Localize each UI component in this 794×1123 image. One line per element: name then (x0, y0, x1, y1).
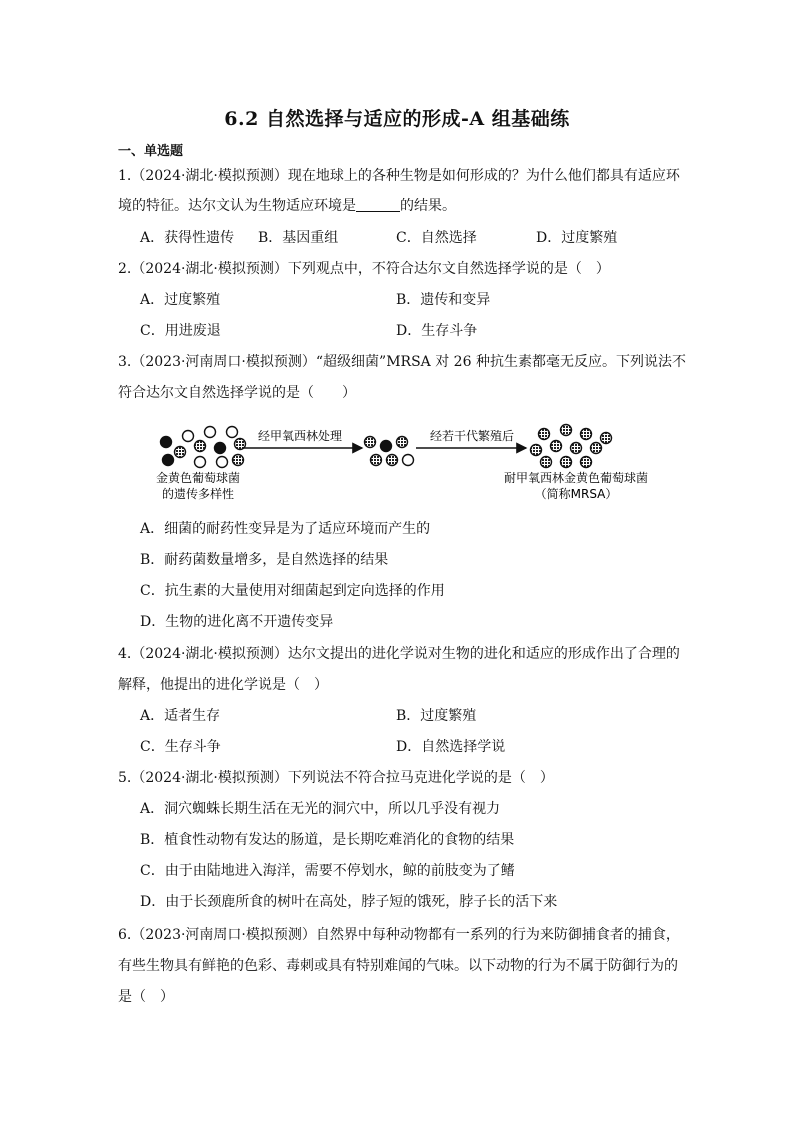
bacteria-resistant-cluster (531, 425, 612, 468)
q5-option-d[interactable]: D．由于长颈鹿所食的树叶在高处，脖子短的饿死，脖子长的活下来 (140, 894, 558, 910)
q4-option-a[interactable]: A．适者生存 (140, 708, 221, 724)
left-caption-line2: 的遗传多样性 (161, 487, 235, 501)
right-caption-line2: （简称MRSA） (534, 487, 618, 501)
bacteria-surviving-cluster (365, 437, 414, 466)
mrsa-selection-diagram (140, 420, 660, 510)
q1-option-a[interactable]: A．获得性遗传 (140, 230, 235, 246)
q5-option-b[interactable]: B．植食性动物有发达的肠道，是长期吃难消化的食物的结果 (140, 832, 515, 848)
left-caption-line1: 金黄色葡萄球菌 (155, 471, 241, 485)
q6-stem-line3: 是（ ） (118, 989, 174, 1005)
q1-stem-line1: 1.（2024·湖北·模拟预测）现在地球上的各种生物是如何形成的？为什么他们都具有适应环 (118, 168, 680, 184)
answer-blank (356, 197, 400, 212)
q3-option-d[interactable]: D．生物的进化离不开遗传变异 (140, 614, 334, 630)
q3-stem-line2: 符合达尔文自然选择学说的是（ ） (118, 385, 356, 401)
q2-option-b[interactable]: B．遗传和变异 (396, 292, 491, 308)
q3-option-c[interactable]: C．抗生素的大量使用对细菌起到定向选择的作用 (140, 583, 445, 599)
q2-option-a[interactable]: A．过度繁殖 (140, 292, 221, 308)
q1-stem-text-b: 的结果。 (400, 198, 456, 214)
bacteria-mixed-cluster (161, 427, 246, 468)
q4-option-d[interactable]: D．自然选择学说 (396, 739, 506, 755)
q4-option-b[interactable]: B．过度繁殖 (396, 708, 477, 724)
q3-stem-line1: 3.（2023·河南周口·模拟预测）“超级细菌”MRSA 对 26 种抗生素都毫无反应。下列说法不 (118, 354, 686, 370)
q2-stem: 2.（2024·湖北·模拟预测）下列观点中，不符合达尔文自然选择学说的是（ ） (118, 261, 610, 277)
q4-stem-line1: 4.（2024·湖北·模拟预测）达尔文提出的进化学说对生物的进化和适应的形成作出了合理的 (118, 646, 680, 662)
arrow1-label: 经甲氧西林处理 (257, 429, 343, 443)
q1-option-c[interactable]: C．自然选择 (396, 230, 477, 246)
page-title: 6.2 自然选择与适应的形成-A 组基础练 (224, 108, 570, 130)
q5-option-c[interactable]: C．由于由陆地进入海洋，需要不停划水，鲸的前肢变为了鳍 (140, 863, 515, 879)
q4-stem-line2: 解释，他提出的进化学说是（ ） (118, 677, 328, 693)
arrow2-label: 经若干代繁殖后 (429, 429, 515, 443)
q1-option-d[interactable]: D．过度繁殖 (536, 230, 618, 246)
q5-stem: 5.（2024·湖北·模拟预测）下列说法不符合拉马克进化学说的是（ ） (118, 770, 554, 786)
q3-option-a[interactable]: A．细菌的耐药性变异是为了适应环境而产生的 (140, 521, 431, 537)
q1-option-b[interactable]: B．基因重组 (258, 230, 339, 246)
q1-stem-text-a: 境的特征。达尔文认为生物适应环境是 (118, 198, 356, 214)
q6-stem-line2: 有些生物具有鲜艳的色彩、毒刺或具有特别难闻的气味。以下动物的行为不属于防御行为的 (118, 958, 678, 974)
q2-option-c[interactable]: C．用进废退 (140, 323, 221, 339)
section-heading: 一、单选题 (118, 144, 184, 159)
q3-option-b[interactable]: B．耐药菌数量增多，是自然选择的结果 (140, 552, 389, 568)
q6-stem-line1: 6.（2023·河南周口·模拟预测）自然界中每种动物都有一系列的行为来防御捕食者的捕食， (118, 927, 680, 943)
q2-option-d[interactable]: D．生存斗争 (396, 323, 478, 339)
right-caption-line1: 耐甲氧西林金黄色葡萄球菌 (503, 471, 649, 485)
q4-option-c[interactable]: C．生存斗争 (140, 739, 221, 755)
q5-option-a[interactable]: A．洞穴蜘蛛长期生活在无光的洞穴中，所以几乎没有视力 (140, 801, 501, 817)
q1-stem-line2 (118, 196, 678, 216)
